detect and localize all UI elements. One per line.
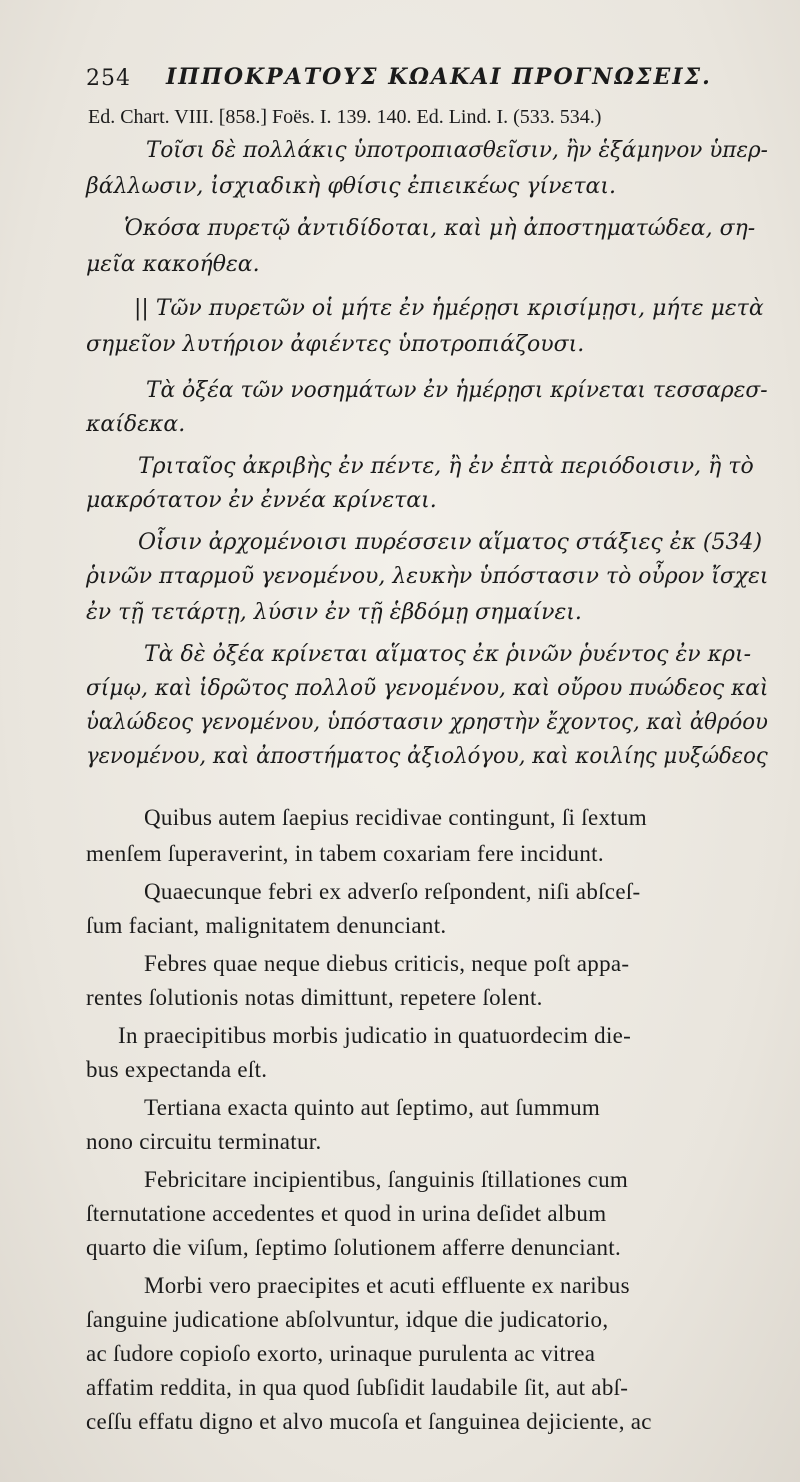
page-header	[86, 60, 766, 94]
latin-line: Morbi vero praecipites et acuti effluente ex naribus	[144, 1273, 630, 1298]
greek-line: Τὰ ὀξέα τῶν νοσημάτων ἐν ἡμέρῃσι κρίνεται τεσσαρεσ-	[146, 378, 768, 403]
greek-line: Τοῖσι δὲ πολλάκις ὑποτροπιασθεῖσιν, ἢν ἑξάμηνον ὑπερ-	[146, 138, 768, 163]
greek-line: βάλλωσιν, ἰσχιαδικὴ φθίσις ἐπιεικέως γίνεται.	[86, 174, 616, 199]
latin-line: Quibus autem ſaepius recidivae contingunt, ſi ſextum	[144, 805, 647, 830]
greek-line: γενομένου, καὶ ἀποστήματος ἀξιολόγου, καὶ κοιλίης μυξώδεος	[86, 744, 768, 769]
page-number: 254	[86, 66, 131, 91]
greek-line: || Τῶν πυρετῶν οἱ μήτε ἐν ἡμέρῃσι κρισίμῃσι, μήτε μετὰ	[134, 296, 764, 321]
latin-line: ſanguine judicatione abſolvuntur, idque die judicatorio,	[86, 1307, 609, 1332]
running-title: ΙΠΠΟΚΡΑΤΟΥΣ ΚΩΑΚΑΙ ΠΡΟΓΝΩΣΕΙΣ.	[166, 64, 712, 90]
greek-line: Τὰ δὲ ὀξέα κρίνεται αἵματος ἐκ ῥινῶν ῥυέντος ἐν κρι-	[144, 642, 752, 667]
latin-line: Quaecunque febri ex adverſo reſpondent, niſi abſceſ-	[144, 879, 641, 904]
latin-line: Febres quae neque diebus criticis, neque poſt appa-	[144, 951, 630, 976]
latin-line: In praecipitibus morbis judicatio in quatuordecim die-	[118, 1023, 632, 1048]
greek-line: Οἷσιν ἀρχομένοισι πυρέσσειν αἵματος στάξιες ἐκ (534)	[138, 530, 763, 555]
latin-line: rentes ſolutionis notas dimittunt, repetere ſolent.	[86, 985, 543, 1010]
greek-line: σίμῳ, καὶ ἱδρῶτος πολλοῦ γενομένου, καὶ οὔρου πυώδεος καὶ	[86, 676, 769, 701]
latin-line: nono circuitu terminatur.	[86, 1129, 322, 1154]
greek-line: Τριταῖος ἀκριβὴς ἐν πέντε, ἢ ἐν ἑπτὰ περιόδοισιν, ἢ τὸ	[138, 454, 754, 479]
latin-line: Tertiana exacta quinto aut ſeptimo, aut ſummum	[144, 1095, 601, 1120]
latin-line: Febricitare incipientibus, ſanguinis ſtillationes cum	[144, 1167, 629, 1192]
greek-line: Ὁκόσα πυρετῷ ἀντιδίδοται, καὶ μὴ ἀποστηματώδεα, ση-	[124, 216, 756, 241]
latin-line: menſem ſuperaverint, in tabem coxariam fere incidunt.	[86, 841, 604, 866]
greek-line: ὑαλώδεος γενομένου, ὑπόστασιν χρηστὴν ἔχοντος, καὶ ἀθρόου	[86, 710, 768, 735]
greek-line: ἐν τῇ τετάρτῃ, λύσιν ἐν τῇ ἑβδόμῃ σημαίνει.	[86, 600, 582, 625]
greek-line: καίδεκα.	[86, 412, 186, 437]
greek-line: ῥινῶν πταρμοῦ γενομένου, λευκὴν ὑπόστασιν τὸ οὖρον ἴσχει	[86, 564, 769, 589]
latin-line: ſum faciant, malignitatem denunciant.	[86, 913, 447, 938]
greek-line: μακρότατον ἐν ἐννέα κρίνεται.	[86, 488, 437, 513]
edition-reference-line: Ed. Chart. VIII. [858.] Foës. I. 139. 140. Ed. Lind. I. (533. 534.)	[88, 106, 602, 128]
latin-line: affatim reddita, in qua quod ſubſidit laudabile ſit, aut abſ-	[86, 1375, 629, 1400]
latin-line: ac ſudore copioſo exorto, urinaque purulenta ac vitrea	[86, 1341, 596, 1366]
latin-line: bus expectanda eſt.	[86, 1057, 268, 1082]
greek-line: μεῖα κακοήθεα.	[86, 252, 260, 277]
latin-line: ceſſu effatu digno et alvo mucoſa et ſanguinea dejiciente, ac	[86, 1409, 652, 1434]
greek-line: σημεῖον λυτήριον ἀφιέντες ὑποτροπιάζουσι.	[86, 332, 585, 357]
latin-line: quarto die viſum, ſeptimo ſolutionem afferre denunciant.	[86, 1235, 622, 1260]
latin-line: ſternutatione accedentes et quod in urina deſidet album	[86, 1201, 607, 1226]
